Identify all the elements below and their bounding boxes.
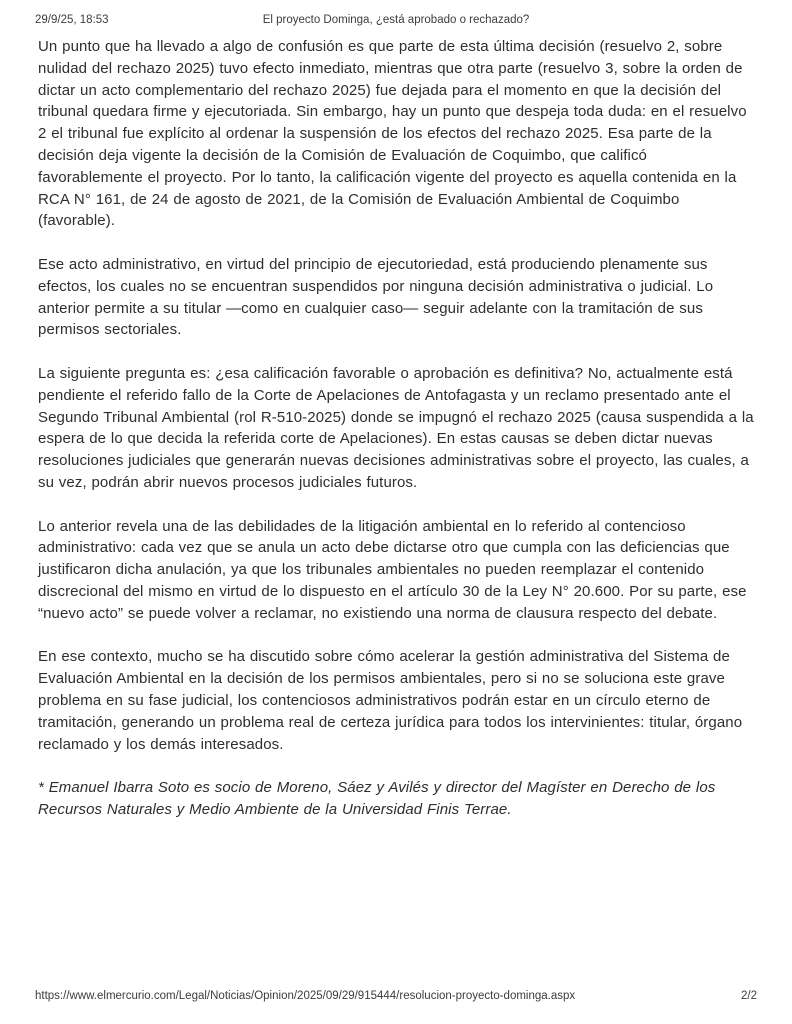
print-header-datetime: 29/9/25, 18:53 xyxy=(35,14,109,26)
print-header-title: El proyecto Dominga, ¿está aprobado o rechazado? xyxy=(262,14,530,26)
print-header xyxy=(35,14,757,30)
article-paragraph-4: Lo anterior revela una de las debilidades de la litigación ambiental en lo referido al contencioso administrativo: cada vez que se anula un acto debe dictarse otro que cumpla con las deficiencias que justificaron dicha anulación, ya que los tribunales ambientales no pueden reemplazar el contenido discrecional del mismo en virtud de lo dispuesto en el artículo 30 de la Ley N° 20.600. Por su parte, ese “nuevo acto” se puede volver a reclamar, no existiendo una norma de clausura respecto del debate. xyxy=(38,517,747,622)
article-paragraph-5: En ese contexto, mucho se ha discutido sobre cómo acelerar la gestión administrativa del Sistema de Evaluación Ambiental en la decisión de los permisos ambientales, pero si no se soluciona este grave problema en su fase judicial, los contenciosos administrativos podrán estar en un círculo eterno de tramitación, generando un problema real de certeza jurídica para todos los intervinientes: titular, órgano reclamado y los demás interesados. xyxy=(38,648,743,753)
article-body xyxy=(38,36,756,842)
article-paragraph-2: Ese acto administrativo, en virtud del principio de ejecutoriedad, está produciendo plenamente sus efectos, los cuales no se encuentran suspendidos por ninguna decisión administrativa o judicial. Lo anterior permite a su titular —como en cualquier caso— seguir adelante con la tramitación de sus permisos sectoriales. xyxy=(38,255,714,339)
footer-source-url: https://www.elmercurio.com/Legal/Noticias/Opinion/2025/09/29/915444/resolucion-proyecto-dominga.aspx xyxy=(35,990,576,1002)
article-paragraph-3: La siguiente pregunta es: ¿esa calificación favorable o aprobación es definitiva? No, actualmente está pendiente el referido fallo de la Corte de Apelaciones de Antofagasta y un reclamo presentado ante el Segundo Tribunal Ambiental (rol R-510-2025) donde se impugnó el rechazo 2025 (causa suspendida a la espera de lo que decida la referida corte de Apelaciones). En estas causas se deben dictar nuevas resoluciones judiciales que generarán nuevas decisiones administrativas sobre el proyecto, las cuales, a su vez, podrán abrir nuevos procesos judiciales futuros. xyxy=(38,364,754,491)
article-paragraph-1: Un punto que ha llevado a algo de confusión es que parte de esta última decisión (resuelvo 2, sobre nulidad del rechazo 2025) tuvo efecto inmediato, mientras que otra parte (resuelvo 3, sobre la orden de dictar un acto complementario del rechazo 2025) fue dejada para el momento en que la decisión del tribunal quedara firme y ejecutoriada. Sin embargo, hay un punto que despeja toda duda: en el resuelvo 2 el tribunal fue explícito al ordenar la suspensión de los efectos del rechazo 2025. Esa parte de la decisión deja vigente la decisión de la Comisión de Evaluación de Coquimbo, que calificó favorablemente el proyecto. Por lo tanto, la calificación vigente del proyecto es aquella contenida en la RCA N° 161, de 24 de agosto de 2021, de la Comisión de Evaluación Ambiental de Coquimbo (favorable). xyxy=(38,38,747,230)
print-footer xyxy=(35,990,757,1002)
footer-page-number: 2/2 xyxy=(741,990,757,1002)
article-byline: * Emanuel Ibarra Soto es socio de Moreno, Sáez y Avilés y director del Magíster en Derecho de los Recursos Naturales y Medio Ambiente de la Universidad Finis Terrae. xyxy=(38,779,716,818)
